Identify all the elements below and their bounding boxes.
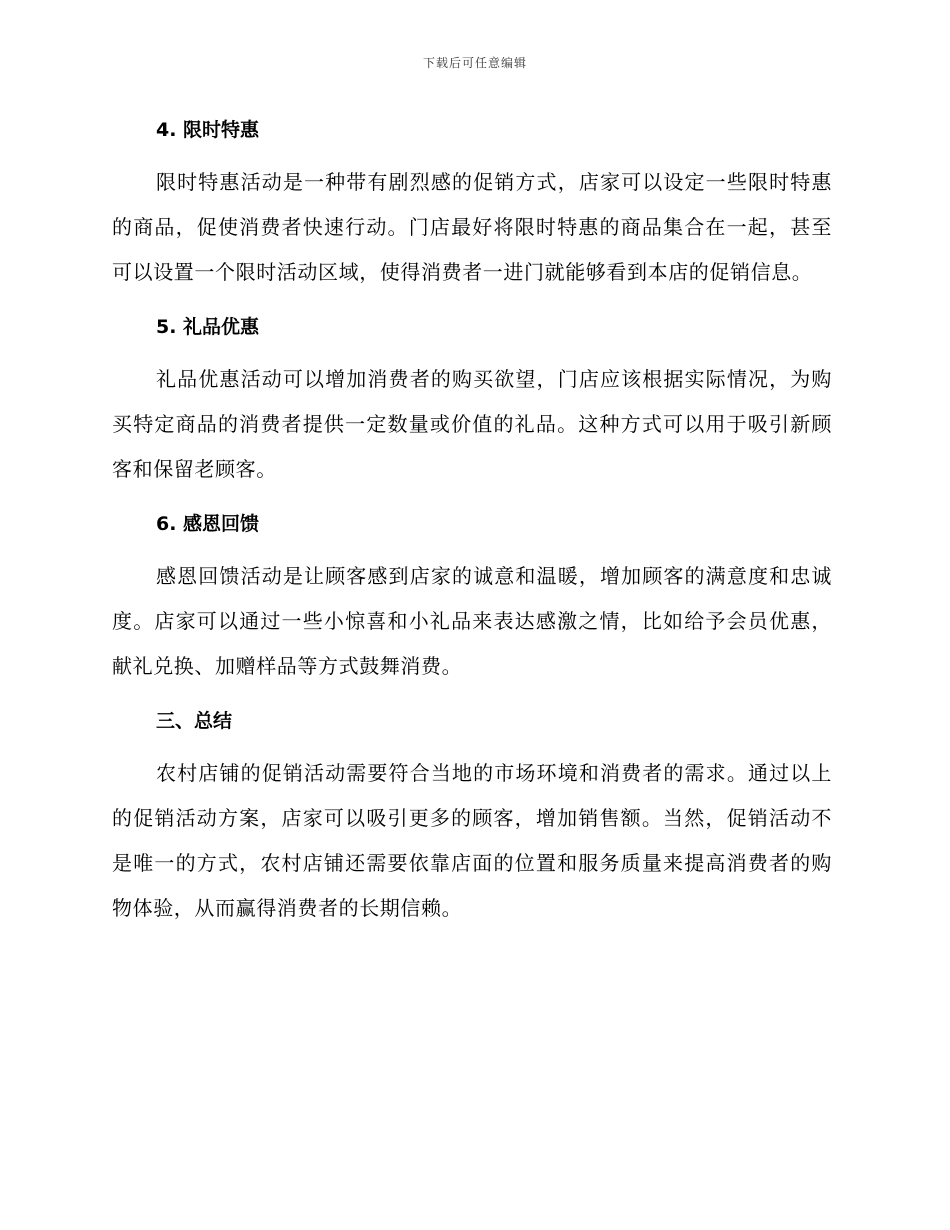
- section-gift-offer: [112, 305, 832, 492]
- section-heading: 6. 感恩回馈: [156, 513, 260, 535]
- section-heading: 5. 礼品优惠: [156, 316, 260, 338]
- section-gratitude-feedback: [112, 502, 832, 689]
- document-content: [112, 108, 832, 941]
- section-heading: 三、总结: [156, 710, 233, 732]
- section-paragraph: 农村店铺的促销活动需要符合当地的市场环境和消费者的需求。通过以上的促销活动方案，店家可以吸引更多的顾客，增加销售额。当然，促销活动不是唯一的方式，农村店铺还需要依靠店面的位置和服务质量来提高消费者的购物体验，从而赢得消费者的长期信赖。: [112, 761, 832, 920]
- section-paragraph: 感恩回馈活动是让顾客感到店家的诚意和温暖，增加顾客的满意度和忠诚度。店家可以通过一些小惊喜和小礼品来表达感激之情，比如给予会员优惠，献礼兑换、加赠样品等方式鼓舞消费。: [112, 564, 832, 678]
- section-summary: [112, 699, 832, 931]
- header-note: 下载后可任意编辑: [422, 56, 527, 70]
- section-paragraph: 限时特惠活动是一种带有剧烈感的促销方式，店家可以设定一些限时特惠的商品，促使消费者快速行动。门店最好将限时特惠的商品集合在一起，甚至可以设置一个限时活动区域，使得消费者一进门就能够看到本店的促销信息。: [112, 170, 832, 284]
- section-heading: 4. 限时特惠: [156, 119, 260, 141]
- section-paragraph: 礼品优惠活动可以增加消费者的购买欲望，门店应该根据实际情况，为购买特定商品的消费者提供一定数量或价值的礼品。这种方式可以用于吸引新顾客和保留老顾客。: [112, 367, 832, 481]
- section-limited-time-offer: [112, 108, 832, 295]
